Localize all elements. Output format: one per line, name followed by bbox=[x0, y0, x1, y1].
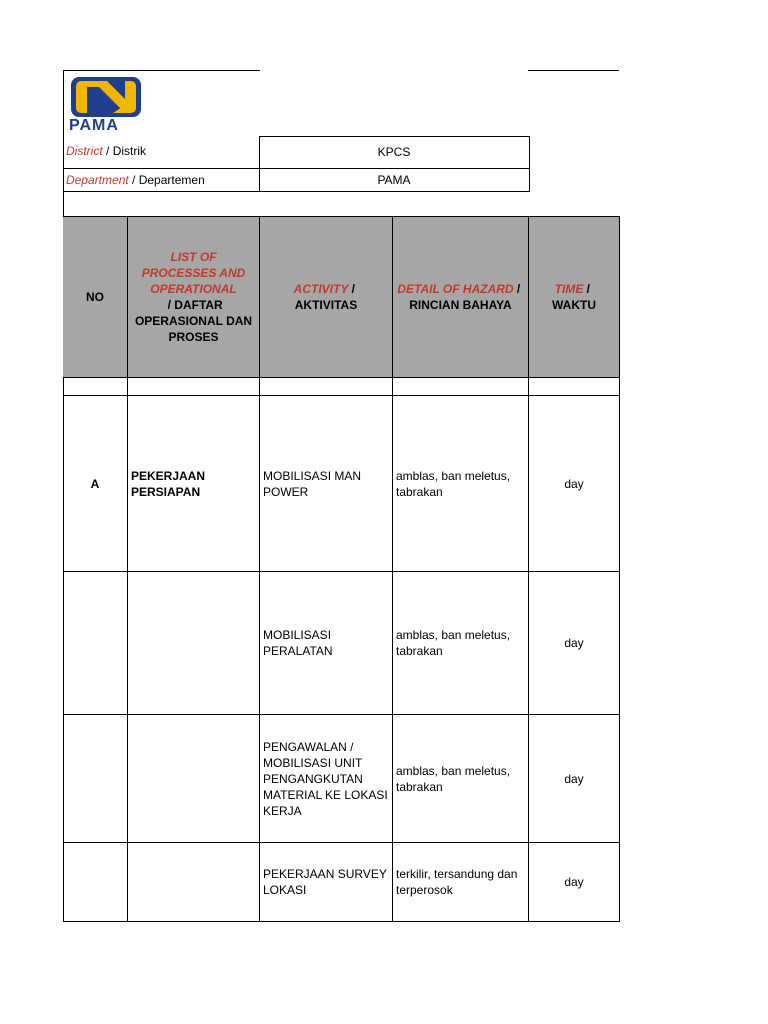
row-no bbox=[63, 572, 127, 714]
header-activity: ACTIVITY / AKTIVITAS bbox=[293, 281, 359, 312]
top-rule-left bbox=[63, 70, 260, 71]
row-process bbox=[128, 572, 259, 714]
district-value: KPCS bbox=[377, 145, 411, 159]
header-time: TIME / WAKTU bbox=[552, 281, 596, 312]
department-label-id: Departemen bbox=[138, 173, 205, 187]
row-process bbox=[128, 715, 259, 842]
row-time: day bbox=[564, 875, 584, 889]
row-no: A bbox=[90, 476, 100, 491]
logo-text: PAMA bbox=[69, 117, 119, 134]
header-hazard-en: DETAIL OF HAZARD bbox=[397, 281, 514, 296]
hazard-table bbox=[63, 216, 619, 922]
table-row bbox=[63, 396, 619, 571]
header-process-en: LIST OF PROCESSES AND OPERATIONAL bbox=[141, 249, 246, 296]
row-time: day bbox=[564, 771, 584, 786]
header-hazard: DETAIL OF HAZARD / RINCIAN BAHAYA bbox=[397, 281, 524, 312]
header-process: LIST OF PROCESSES AND OPERATIONAL / DAFTAR OPERASIONAL DAN PROSES bbox=[134, 249, 253, 344]
district-label: District / Distrik bbox=[66, 144, 147, 158]
row-no bbox=[63, 843, 127, 921]
header-process-id: DAFTAR OPERASIONAL DAN PROSES bbox=[134, 297, 253, 344]
row-time: day bbox=[564, 476, 584, 491]
header-hazard-id: RINCIAN BAHAYA bbox=[409, 297, 512, 312]
row-activity: MOBILISASI MAN POWER bbox=[263, 468, 362, 499]
row-hazard: amblas, ban meletus, tabrakan bbox=[396, 763, 511, 794]
header-activity-en: ACTIVITY bbox=[293, 281, 349, 296]
header-no: NO bbox=[86, 289, 104, 304]
district-label-en: District bbox=[66, 144, 103, 158]
row-process: PEKERJAAN PERSIAPAN bbox=[131, 468, 206, 499]
table-row bbox=[63, 715, 619, 842]
header-time-id: WAKTU bbox=[552, 297, 596, 312]
row-process bbox=[128, 843, 259, 921]
pama-logo bbox=[67, 75, 145, 135]
header-time-en: TIME bbox=[554, 281, 584, 296]
table-row bbox=[63, 572, 619, 714]
row-activity: PENGAWALAN / MOBILISASI UNIT PENGANGKUTAN MATERIAL KE LOKASI KERJA bbox=[263, 739, 388, 818]
table-row bbox=[63, 843, 619, 921]
row-hazard: amblas, ban meletus, tabrakan bbox=[396, 628, 511, 658]
info-block bbox=[63, 136, 529, 192]
department-label: Department / Departemen bbox=[66, 173, 205, 187]
top-rule-right bbox=[528, 70, 619, 71]
header-activity-id: AKTIVITAS bbox=[294, 297, 358, 312]
district-label-id: Distrik bbox=[112, 144, 147, 158]
department-label-en: Department bbox=[66, 173, 129, 187]
department-value: PAMA bbox=[377, 173, 411, 187]
row-activity: PEKERJAAN SURVEY LOKASI bbox=[263, 867, 387, 897]
row-no bbox=[63, 715, 127, 842]
row-activity: MOBILISASI PERALATAN bbox=[263, 628, 333, 658]
row-time: day bbox=[564, 636, 584, 650]
row-hazard: terkilir, tersandung dan terperosok bbox=[396, 867, 518, 897]
row-hazard: amblas, ban meletus, tabrakan bbox=[396, 468, 511, 499]
